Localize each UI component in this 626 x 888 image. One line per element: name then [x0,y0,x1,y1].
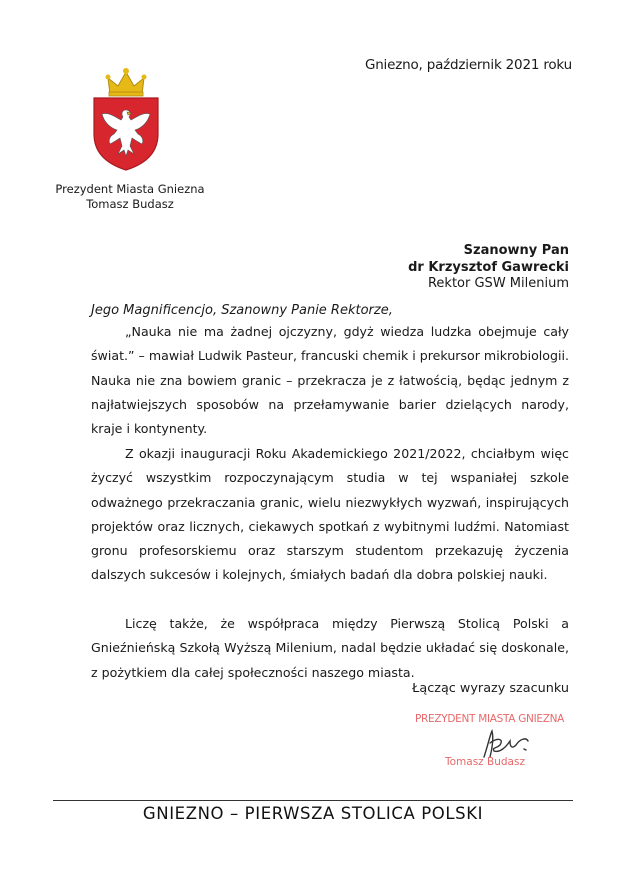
letter-date: Gniezno, październik 2021 roku [364,57,572,73]
footer-motto: GNIEZNO – PIERWSZA STOLICA POLSKI [142,804,484,823]
paragraph-2 [91,442,569,588]
paragraph-1-text: „Nauka nie ma żadnej ojczyzny, gdyż wiedza ludzka obejmuje cały świat.” – mawiał Ludwik Pasteur, francuski chemik i prekursor mikrobiologii. Nauka nie zna bowiem granic – przekracza je z łatwością, będąc jednym z najłatwiejszych sposobów na przełamywanie barier dzielących narody, kraje i kontynenty. [91,324,569,437]
crown-icon [106,68,147,96]
stamp-name: Tomasz Budasz [445,756,525,768]
gniezno-coat-of-arms [86,64,166,174]
recipient-position: Rektor GSW Milenium [427,276,569,291]
sender-name: Tomasz Budasz [86,197,174,211]
recipient-greeting: Szanowny Pan [463,243,569,258]
recipient-block [408,243,569,293]
official-stamp [415,713,565,783]
stamp-title: PREZYDENT MIASTA GNIEZNA [415,713,565,725]
sender-block [40,182,220,212]
footer-divider [53,800,573,801]
recipient-name: dr Krzysztof Gawrecki [408,259,569,275]
paragraph-2-text: Z okazji inauguracji Roku Akademickiego 2021/2022, chciałbym więc życzyć wszystkim rozpoczynającym studia w tej wspaniałej szkole odważnego przekraczania granic, wielu niezwykłych wyzwań, inspirujących projektów oraz licznych, ciekawych spotkań z wybitnymi ludźmi. Natomiast gronu profesorskiemu oraz starszym studentom przekazuję życzenia dalszych sukcesów i kolejnych, śmiałych badań dla dobra polskiej nauki. [91,446,569,583]
sender-title: Prezydent Miasta Gniezna [55,182,205,196]
paragraph-3 [91,612,569,685]
closing-phrase: Łącząc wyrazy szacunku [412,681,569,696]
paragraph-3-text: Liczę także, że współpraca między Pierwszą Stolicą Polski a Gnieźnieńską Szkołą Wyższą Milenium, nadal będzie układać się doskonale, z pożytkiem dla całej społeczności naszego miasta. [91,616,569,680]
paragraph-1 [91,320,569,441]
salutation: Jego Magnificencjo, Szanowny Panie Rektorze, [91,303,393,318]
